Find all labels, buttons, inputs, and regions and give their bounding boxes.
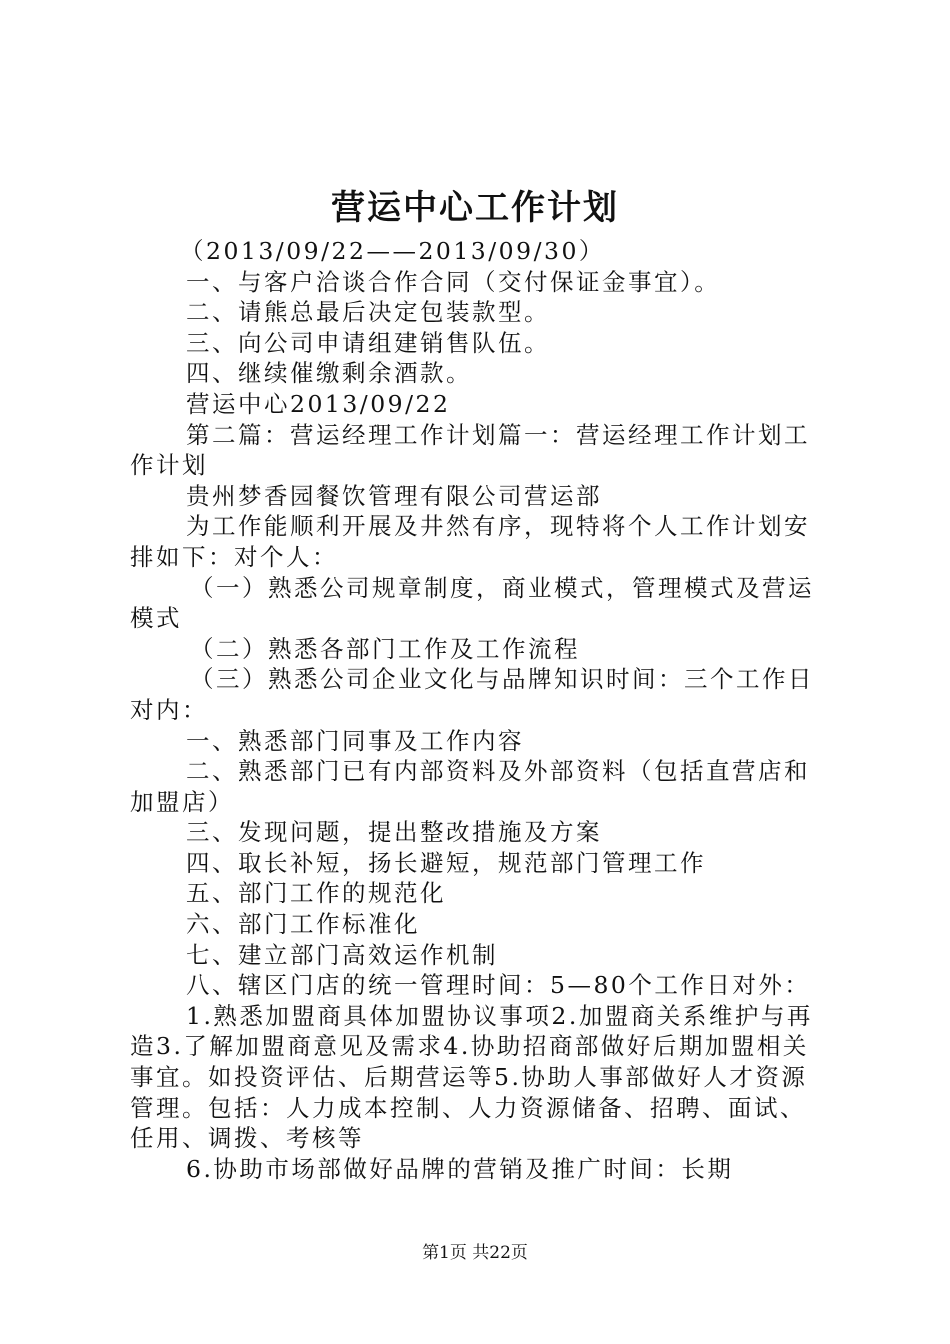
- company-name: 贵州梦香园餐饮管理有限公司营运部: [186, 481, 602, 510]
- paragraph: 三、发现问题，提出整改措施及方案: [186, 818, 602, 847]
- section-heading: 第二篇：营运经理工作计划篇一：营运经理工作计划工作计划: [130, 420, 810, 480]
- paragraph: 二、请熊总最后决定包装款型。: [186, 298, 550, 327]
- paragraph: 四、继续催缴剩余酒款。: [186, 359, 472, 388]
- paragraph: 一、熟悉部门同事及工作内容: [186, 726, 524, 755]
- paragraph: 6.协助市场部做好品牌的营销及推广时间：长期: [186, 1154, 734, 1183]
- paragraph: 一、与客户洽谈合作合同（交付保证金事宜）。: [186, 267, 721, 296]
- document-body: [130, 236, 830, 1184]
- paragraph: 为工作能顺利开展及井然有序，现特将个人工作计划安排如下：对个人：: [130, 512, 810, 571]
- paragraph: （一）熟悉公司规章制度，商业模式，管理模式及营运模式: [130, 573, 814, 633]
- paragraph: 八、辖区门店的统一管理时间：5—80个工作日对外：: [186, 971, 811, 1000]
- paragraph: 四、取长补短，扬长避短，规范部门管理工作: [186, 848, 706, 877]
- paragraph: 1.熟悉加盟商具体加盟协议事项2.加盟商关系维护与再造3.了解加盟商意见及需求4.协助招商部做好后期加盟相关事宜。如投资评估、后期营运等5.协助人事部做好人才资源管理。包括：人力成本控制、人力资源储备、招聘、面试、任用、调拨、考核等: [130, 1001, 813, 1153]
- paragraph: （二）熟悉各部门工作及工作流程: [190, 634, 580, 663]
- paragraph: 二、熟悉部门已有内部资料及外部资料（包括直营店和加盟店）: [130, 757, 810, 816]
- signature-line: 营运中心2013/09/22: [186, 389, 451, 418]
- document-title: 营运中心工作计划: [331, 188, 619, 228]
- paragraph: 五、部门工作的规范化: [186, 879, 446, 908]
- paragraph: 七、建立部门高效运作机制: [186, 940, 498, 969]
- paragraph: （三）熟悉公司企业文化与品牌知识时间：三个工作日对内：: [130, 665, 814, 724]
- page-number-footer: 第1页 共22页: [422, 1243, 528, 1263]
- date-range: （2013/09/22——2013/09/30）: [180, 237, 605, 265]
- paragraph: 三、向公司申请组建销售队伍。: [186, 328, 550, 357]
- paragraph: 六、部门工作标准化: [186, 910, 420, 939]
